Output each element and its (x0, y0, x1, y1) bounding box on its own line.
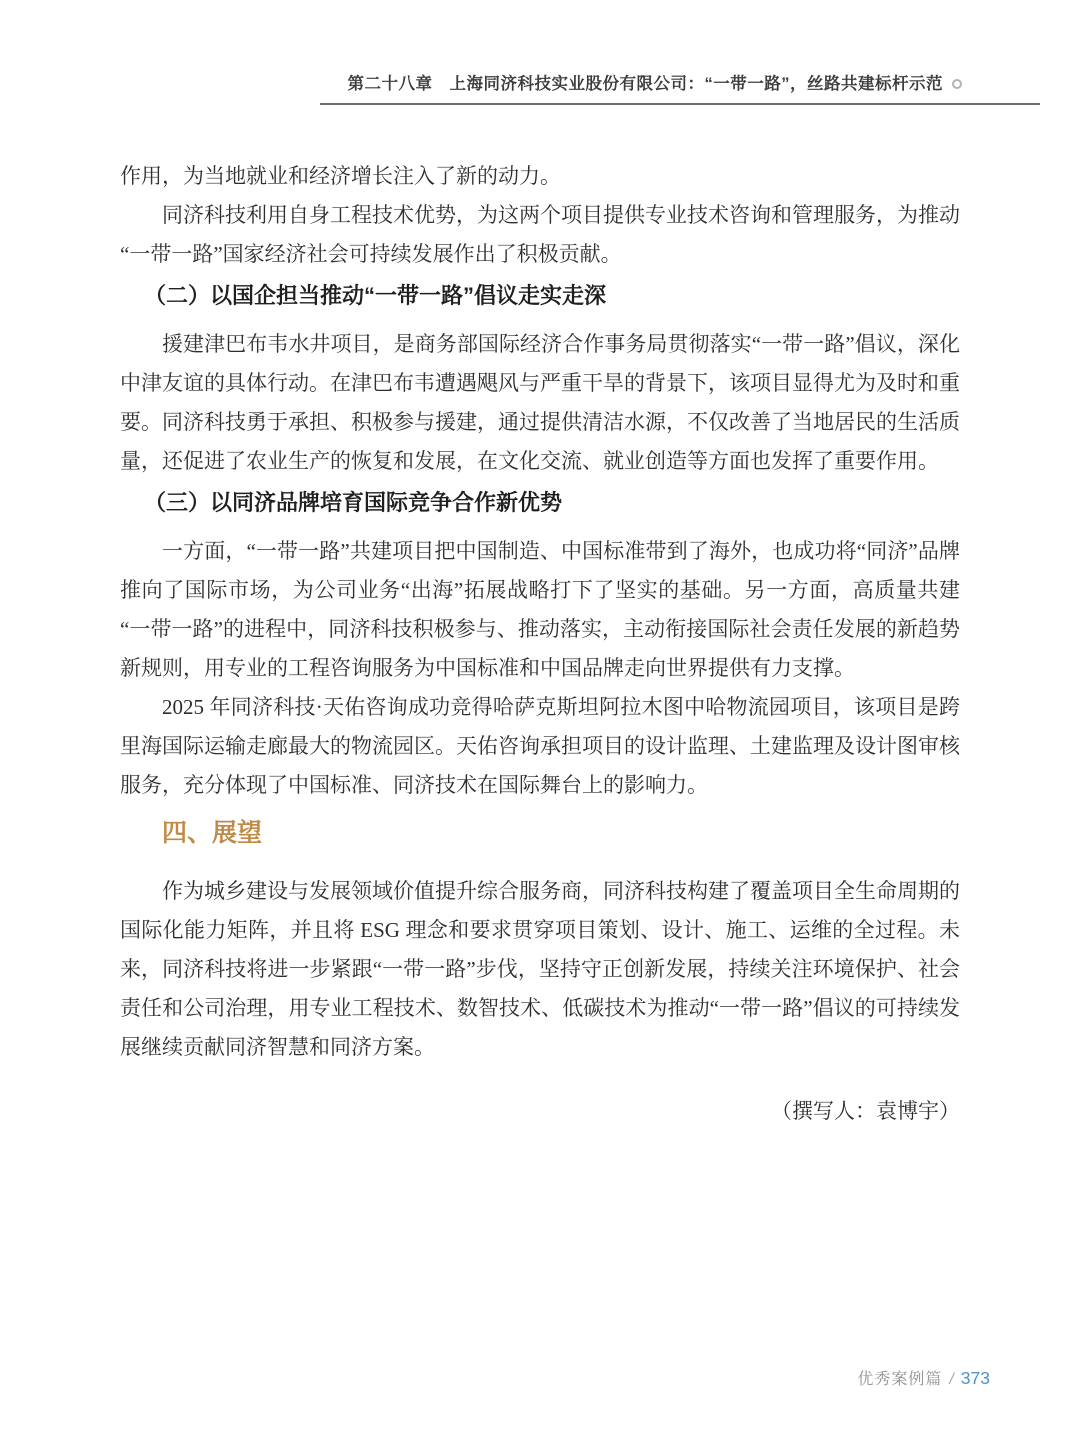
chapter-header-title: 第二十八章 上海同济科技实业股份有限公司：“一带一路”，丝路共建标杆示范 (347, 75, 943, 93)
footer-page-number: 373 (960, 1368, 990, 1388)
paragraph-tongji-services: 同济科技利用自身工程技术优势，为这两个项目提供专业技术咨询和管理服务，为推动“一带一路”国家经济社会可持续发展作出了积极贡献。 (120, 203, 960, 266)
page-content (0, 157, 1080, 1125)
author-attribution: （撰写人：袁博宇） (771, 1099, 960, 1123)
footer-separator: / (949, 1371, 954, 1388)
paragraph-kazakhstan-logistics: 2025 年同济科技·天佑咨询成功竞得哈萨克斯坦阿拉木图中哈物流园项目，该项目是跨里海国际运输走廊最大的物流园区。天佑咨询承担项目的设计监理、土建监理及设计图审核服务，充分体现了中国标准、同济技术在国际舞台上的影响力。 (120, 695, 960, 797)
section-heading-tongji-brand: （三）以同济品牌培育国际竞争合作新优势 (144, 490, 563, 515)
page-header-rule (320, 70, 1041, 105)
chapter-ring-icon (952, 79, 962, 89)
paragraph-zimbabwe-wells: 援建津巴布韦水井项目，是商务部国际经济合作事务局贯彻落实“一带一路”倡议，深化中津友谊的具体行动。在津巴布韦遭遇飓风与严重干旱的背景下，该项目显得尤为及时和重要。同济科技勇于承担、积极参与援建，通过提供清洁水源，不仅改善了当地居民的生活质量，还促进了农业生产的恢复和发展，在文化交流、就业创造等方面也发挥了重要作用。 (120, 332, 960, 473)
paragraph-intro-continuation: 作用，为当地就业和经济增长注入了新的动力。 (120, 164, 561, 188)
paragraph-brand-globalization: 一方面，“一带一路”共建项目把中国制造、中国标准带到了海外，也成功将“同济”品牌推向了国际市场，为公司业务“出海”拓展战略打下了坚实的基础。另一方面，高质量共建“一带一路”的进程中，同济科技积极参与、推动落实，主动衔接国际社会责任发展的新趋势新规则，用专业的工程咨询服务为中国标准和中国品牌走向世界提供有力支撑。 (120, 539, 960, 680)
footer-section-label: 优秀案例篇 (857, 1371, 943, 1388)
page-header (0, 0, 1080, 105)
section-heading-soe-responsibility: （二）以国企担当推动“一带一路”倡议走实走深 (144, 283, 607, 308)
section-heading-outlook: 四、展望 (162, 819, 263, 847)
paragraph-outlook: 作为城乡建设与发展领域价值提升综合服务商，同济科技构建了覆盖项目全生命周期的国际化能力矩阵，并且将 ESG 理念和要求贯穿项目策划、设计、施工、运维的全过程。未来，同济科技将进一步紧跟“一带一路”步伐，坚持守正创新发展，持续关注环境保护、社会责任和公司治理，用专业工程技术、数智技术、低碳技术为推动“一带一路”倡议的可持续发展继续贡献同济智慧和同济方案。 (120, 879, 960, 1059)
page-footer (857, 1366, 990, 1389)
